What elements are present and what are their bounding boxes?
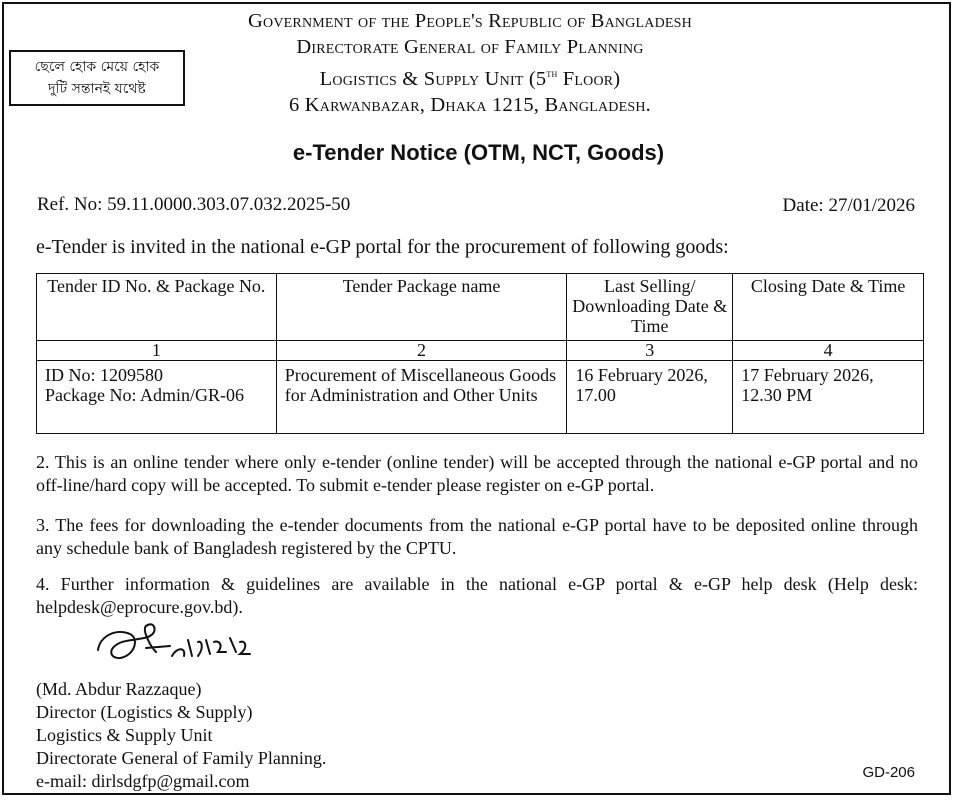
letterhead-line-government: Government of the People's Republic of Bangladesh	[248, 10, 692, 32]
family-planning-slogan-box	[9, 50, 185, 106]
header-package-name: Tender Package name	[276, 274, 567, 341]
cell-package-name: Procurement of Miscellaneous Goods for Administration and Other Units	[276, 361, 567, 434]
tender-table	[36, 273, 924, 434]
table-header-row	[37, 274, 924, 341]
notice-date: Date: 27/01/2026	[782, 195, 915, 216]
paragraph-fees: 3. The fees for downloading the e-tender documents from the national e-GP portal have to be deposited online through any schedule bank of Bangladesh registered by the CPTU.	[36, 515, 918, 558]
cell-tender-id	[37, 361, 277, 434]
signatory-name: (Md. Abdur Razzaque)	[36, 679, 202, 699]
paragraph-online-tender: 2. This is an online tender where only e-tender (online tender) will be accepted through the national e-GP portal and no off-line/hard copy will be accepted. To submit e-tender please register on e-GP portal.	[36, 452, 918, 495]
signatory-email: e-mail: dirlsdgfp@gmail.com	[36, 771, 250, 791]
handwritten-signature	[90, 612, 310, 672]
tender-id-value: ID No: 1209580	[45, 365, 163, 385]
unit-sup: th	[546, 66, 558, 80]
signatory-organization: Directorate General of Family Planning.	[36, 748, 327, 768]
letterhead	[150, 8, 790, 118]
column-number-2: 2	[276, 341, 567, 361]
table-row	[37, 361, 924, 434]
package-no-value: Package No: Admin/GR-06	[45, 385, 244, 405]
column-number-1: 1	[37, 341, 277, 361]
slogan-line-2: দুটি সন্তানই যথেষ্ট	[48, 81, 146, 97]
document-code: GD-206	[862, 764, 915, 781]
unit-main: Logistics & Supply Unit (5	[319, 67, 547, 90]
header-last-selling: Last Selling/ Downloading Date & Time	[567, 274, 733, 341]
paragraph-further-info: 4. Further information & guidelines are available in the national e-GP portal & e-GP help desk (Help desk: helpdesk@eprocure.gov.bd).	[36, 574, 918, 617]
unit-end: Floor)	[557, 67, 621, 90]
reference-number: Ref. No: 59.11.0000.303.07.032.2025-50	[37, 194, 351, 215]
letterhead-line-directorate: Directorate General of Family Planning	[296, 36, 644, 58]
cell-closing: 17 February 2026, 12.30 PM	[733, 361, 924, 434]
column-number-3: 3	[567, 341, 733, 361]
header-closing-date: Closing Date & Time	[733, 274, 924, 341]
column-number-4: 4	[733, 341, 924, 361]
letterhead-line-address: 6 Karwanbazar, Dhaka 1215, Bangladesh.	[288, 93, 651, 116]
letterhead-line-unit	[150, 60, 790, 92]
header-tender-id: Tender ID No. & Package No.	[37, 274, 277, 341]
signatory-designation: Director (Logistics & Supply)	[36, 702, 253, 722]
signatory-unit: Logistics & Supply Unit	[36, 725, 213, 745]
table-column-number-row	[37, 341, 924, 361]
signatory-block	[36, 678, 326, 793]
slogan-line-1: ছেলে হোক মেয়ে হোক	[34, 59, 160, 75]
notice-title: e-Tender Notice (OTM, NCT, Goods)	[292, 140, 665, 165]
intro-text: e-Tender is invited in the national e-GP portal for the procurement of following goods:	[36, 236, 729, 258]
cell-last-selling: 16 February 2026, 17.00	[567, 361, 733, 434]
